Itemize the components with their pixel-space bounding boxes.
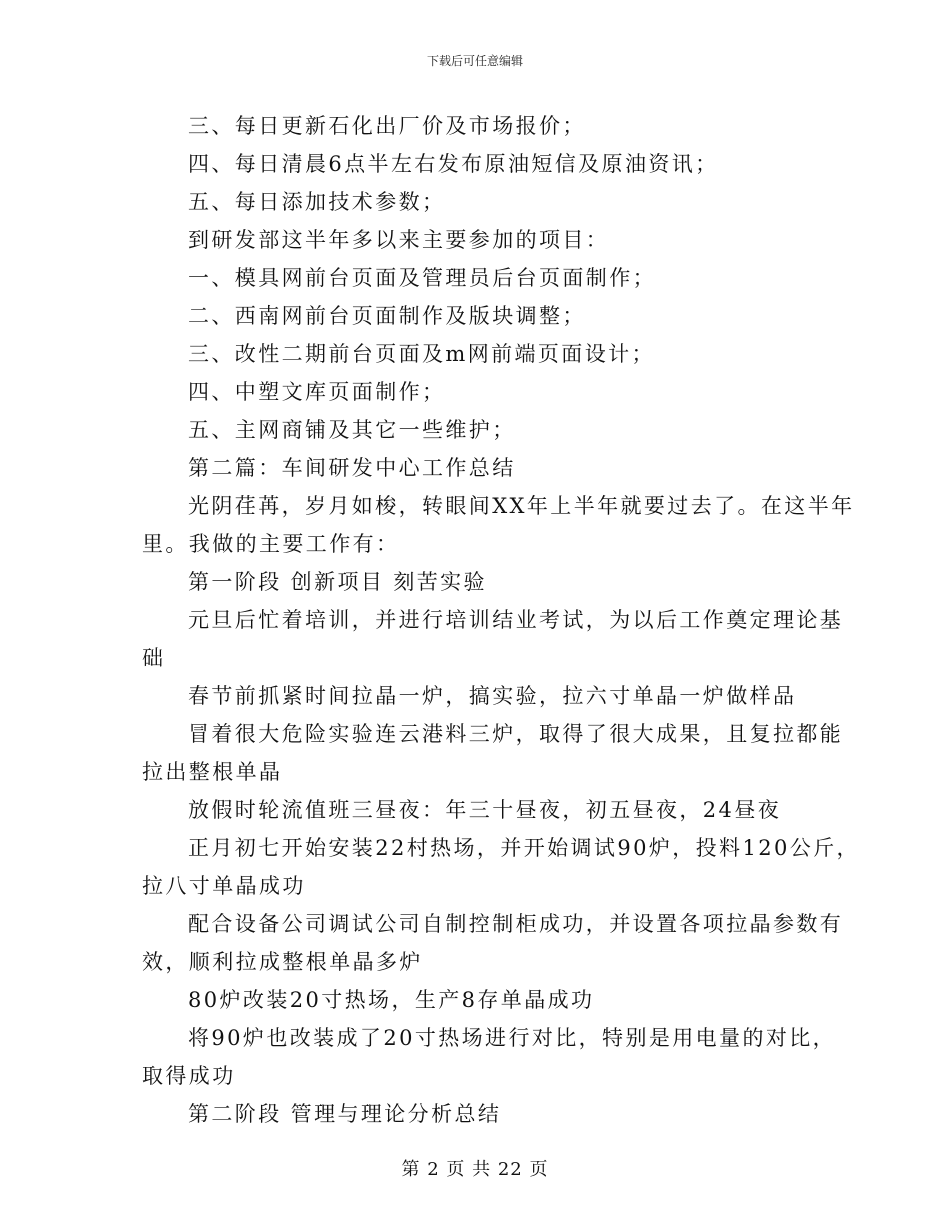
paragraph-line: 三、改性二期前台页面及m网前端页面设计； [188,342,655,366]
paragraph-line: 将90炉也改装成了20寸热场进行对比，特别是用电量的对比， [188,1026,837,1050]
paragraph-line: 四、中塑文库页面制作； [188,380,446,404]
paragraph-line: 春节前抓紧时间拉晶一炉，搞实验，拉六寸单晶一炉做样品 [188,684,797,708]
paragraph-line-continued: 拉出整根单晶 [142,760,283,784]
paragraph-line: 正月初七开始安装22村热场，并开始调试90炉，投料120公斤， [188,836,860,860]
paragraph-line-continued: 础 [142,646,166,670]
paragraph-line: 到研发部这半年多以来主要参加的项目： [188,228,610,252]
stage-heading: 第二阶段 管理与理论分析总结 [188,1102,502,1126]
paragraph-line: 四、每日清晨6点半左右发布原油短信及原油资讯； [188,152,719,176]
section-heading: 第二篇：车间研发中心工作总结 [188,456,516,480]
stage-heading: 第一阶段 创新项目 刻苦实验 [188,570,487,594]
paragraph-line-continued: 取得成功 [142,1064,236,1088]
paragraph-line: 元旦后忙着培训，并进行培训结业考试，为以后工作奠定理论基 [188,608,844,632]
paragraph-line-continued: 里。我做的主要工作有： [142,532,400,556]
paragraph-line: 二、西南网前台页面制作及版块调整； [188,304,586,328]
paragraph-line: 放假时轮流值班三昼夜：年三十昼夜，初五昼夜，24昼夜 [188,798,782,822]
paragraph-line: 光阴荏苒，岁月如梭，转眼间XX年上半年就要过去了。在这半年 [188,494,855,518]
paragraph-line: 五、主网商铺及其它一些维护； [188,418,516,442]
paragraph-line: 冒着很大危险实验连云港料三炉，取得了很大成果，且复拉都能 [188,722,844,746]
paragraph-line-continued: 拉八寸单晶成功 [142,874,306,898]
paragraph-line: 五、每日添加技术参数； [188,190,446,214]
paragraph-line: 三、每日更新石化出厂价及市场报价； [188,114,586,138]
paragraph-line-continued: 效，顺利拉成整根单晶多炉 [142,950,423,974]
page-header: 下载后可任意编辑 [426,54,523,68]
paragraph-line: 一、模具网前台页面及管理员后台页面制作； [188,266,656,290]
paragraph-line: 配合设备公司调试公司自制控制柜成功，并设置各项拉晶参数有 [188,912,844,936]
page-number-footer: 第 2 页 共 22 页 [401,1159,549,1180]
paragraph-line: 80炉改装20寸热场，生产8存单晶成功 [188,988,595,1012]
document-body [142,107,860,1133]
